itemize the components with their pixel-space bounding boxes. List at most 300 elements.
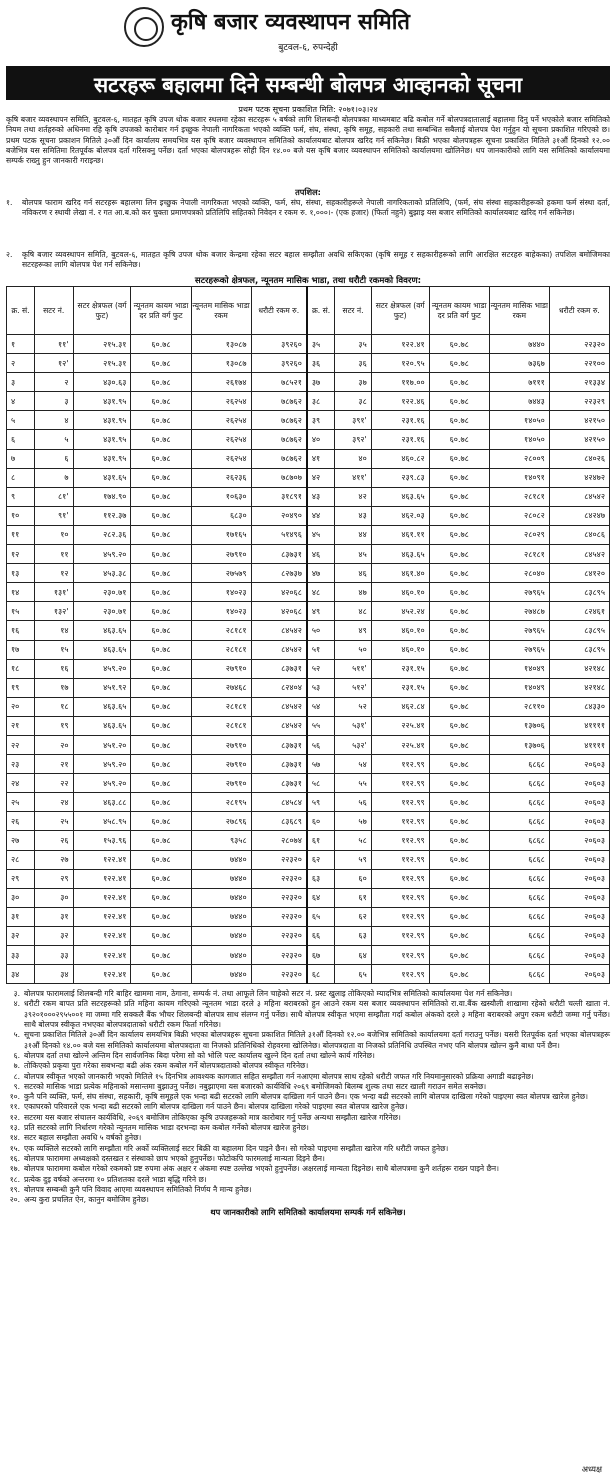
table-cell: ७१११	[489, 373, 549, 392]
table-row	[7, 697, 610, 716]
table-cell: २८१८१	[191, 640, 251, 659]
table-cell: २०६०३	[549, 831, 609, 850]
table-cell: ३६	[335, 354, 371, 373]
table-cell: ४५	[335, 545, 371, 564]
table-cell: ४५२.२४	[371, 602, 429, 621]
table-cell: १६	[34, 659, 73, 678]
table-row	[7, 888, 610, 907]
note-text: बोलपत्र सम्बन्धी कुनै पनि विवाद आएमा व्यवस्थापन समितिको निर्णय नै मान्य हुनेछ।	[24, 1184, 252, 1194]
table-cell: ४२	[307, 468, 335, 487]
table-cell: ११२.९९	[371, 850, 429, 869]
table-cell: ६०.७८	[131, 774, 191, 793]
table-cell: ६५	[335, 965, 371, 984]
table-cell: ६०.७८	[131, 373, 191, 392]
table-cell: २८१८१	[191, 716, 251, 735]
column-header: सटर क्षेत्रफल (वर्ग फुट)	[371, 287, 429, 335]
note-text: प्रति सटरको लागि निर्धारण गरेको न्यूनतम मासिक भाडा दरभन्दा कम कबोल गर्नेको बोलपत्र खारेज हुनेछ।	[24, 1123, 309, 1133]
note-number: १४.	[9, 1133, 20, 1143]
table-cell: २७९६५	[489, 640, 549, 659]
table-cell: ४४	[335, 525, 371, 544]
table-cell: ६०.७८	[131, 755, 191, 774]
table-row	[7, 755, 610, 774]
table-cell: ४५९.२०	[73, 774, 131, 793]
table-cell: १४०५०	[489, 411, 549, 430]
note-number: ९.	[13, 1081, 20, 1091]
table-cell: ६०.७८	[429, 392, 489, 411]
table-cell: ८२४०४	[251, 678, 307, 697]
table-cell: २०४९०	[251, 506, 307, 525]
table-cell: ६८६८	[489, 755, 549, 774]
table-cell: ४६०.१०	[371, 640, 429, 659]
table-cell: ११२.९९	[371, 755, 429, 774]
table-cell: १२२.४१	[73, 907, 131, 926]
table-cell: ६३	[335, 926, 371, 945]
note-item	[6, 1061, 610, 1071]
table-cell: ४३१.९५	[73, 411, 131, 430]
column-header: क्र. सं.	[307, 287, 335, 335]
table-cell: ६०.७८	[131, 965, 191, 984]
table-cell: ४	[34, 411, 73, 430]
shutter-table	[6, 286, 610, 984]
footer-contact: थप जानकारीको लागि समितिको कार्यालयमा सम्पर्क गर्न सकिनेछ।	[210, 1207, 406, 1218]
table-cell: ६०.७८	[131, 525, 191, 544]
table-cell: ७	[7, 449, 35, 468]
column-header: धरौटी रकम रु.	[549, 287, 609, 335]
table-cell: ६०.७८	[429, 812, 489, 831]
table-cell: ३६	[307, 354, 335, 373]
table-cell: ६०.७८	[131, 831, 191, 850]
table-cell: ५३	[307, 678, 335, 697]
table-cell: २८१८१	[191, 697, 251, 716]
table-cell: ६८६८	[489, 926, 549, 945]
table-cell: ४१	[307, 449, 335, 468]
table-cell: २८०४०	[489, 564, 549, 583]
table-cell: ६०.७८	[131, 487, 191, 506]
table-cell: ८३८९५	[549, 640, 609, 659]
column-header: सटर क्षेत्रफल (वर्ग फुट)	[73, 287, 131, 335]
table-cell: २१	[34, 755, 73, 774]
note-text: एकाघरको परिवारले एक भन्दा बढी सटरको लागि बोलपत्र दाखिला गर्न पाउने छैन। बोलपत्र दाखिला गरेको पाइएमा स्वत बोलपत्र खारेज हुनेछ।	[24, 1102, 408, 1112]
table-cell: २०६०३	[549, 926, 609, 945]
table-cell: १०	[34, 525, 73, 544]
note-number: १०.	[9, 1092, 20, 1102]
table-row	[7, 583, 610, 602]
table-cell: ४५९.२०	[73, 755, 131, 774]
table-cell: ३०	[7, 888, 35, 907]
table-cell: २६	[34, 831, 73, 850]
table-cell: ४२१५०	[549, 411, 609, 430]
note-text: सटरको मासिक भाडा प्रत्येक महिनाको मसान्तमा बुझाउनु पर्नेछ। नबुझाएमा यस बजारको कार्यविधि २०६९ बमोजिमको बिलम्ब शुल्क तथा सटर खाली गराउन समेत सक्नेछ।	[24, 1081, 487, 1091]
table-cell: ६०.७८	[131, 946, 191, 965]
table-cell: ६७	[307, 946, 335, 965]
table-cell: ९	[7, 487, 35, 506]
table-cell: १२२.४१	[73, 888, 131, 907]
table-row	[7, 850, 610, 869]
column-header: सटर नं.	[335, 287, 371, 335]
table-cell: १३१'	[34, 583, 73, 602]
table-cell: ६०.७८	[131, 793, 191, 812]
table-cell: २७९१०	[191, 659, 251, 678]
table-cell: ७	[34, 468, 73, 487]
table-cell: ६१	[335, 888, 371, 907]
table-cell: ४२१५०	[549, 430, 609, 449]
table-cell: २०६०३	[549, 907, 609, 926]
table-cell: १४०२३	[191, 602, 251, 621]
note-number: २०.	[9, 1195, 20, 1205]
table-cell: १४०४९	[489, 678, 549, 697]
table-cell: ४६१.११	[371, 525, 429, 544]
table-cell: २८११०	[489, 697, 549, 716]
table-cell: ८४५४२	[251, 716, 307, 735]
table-cell: १३७०६	[489, 716, 549, 735]
table-cell: ६०.७८	[429, 735, 489, 754]
table-cell: ३४	[34, 965, 73, 984]
table-cell: ११२.९९	[371, 888, 429, 907]
column-header: न्यूनतम मासिक भाडा रकम	[191, 287, 251, 335]
table-cell: ६०.७८	[429, 716, 489, 735]
table-title: सटरहरूको क्षेत्रफल, न्यूनतम मासिक भाडा, तथा धरौटी रकमको विवरण:	[194, 276, 422, 286]
table-cell: ४६१.४०	[371, 564, 429, 583]
table-cell: ८१'	[34, 487, 73, 506]
note-text: बोलपत्र दर्ता तथा खोल्ने अन्तिम दिन सार्वजनिक बिदा परेमा सो को भोलि पल्ट कार्यालय खुल्ने दिन दर्ता तथा खोल्ने कार्य गरिनेछ।	[24, 1050, 375, 1060]
table-cell: ३८	[307, 392, 335, 411]
table-cell: ४३	[335, 506, 371, 525]
table-cell: १९	[7, 678, 35, 697]
table-cell: ६०.७८	[429, 468, 489, 487]
table-cell: ५३१'	[335, 716, 371, 735]
table-cell: १	[7, 335, 35, 354]
table-cell: ७८७०७	[251, 468, 307, 487]
table-cell: २७८९६	[191, 812, 251, 831]
table-cell: २२३२०	[251, 850, 307, 869]
table-cell: २७	[34, 850, 73, 869]
table-cell: ४५१.२०	[73, 735, 131, 754]
table-cell: ८३६८९	[251, 812, 307, 831]
table-cell: ५६	[335, 793, 371, 812]
table-cell: २८०८२	[489, 506, 549, 525]
table-cell: २२३२०	[251, 869, 307, 888]
table-cell: ६४	[307, 888, 335, 907]
table-cell: ६	[7, 430, 35, 449]
note-text: सूचना प्रकाशित मितिले ३०औं दिन कार्यालय समयभित्र बिक्री भएका बोलपत्रहरू सूचना प्रकाशित मितिले ३१औं दिनको १२.०० बजेभित्र समितिको कार्यालयमा दर्ता गराउनु पर्नेछ। यसरी रितपूर्वक दर्ता भएका बोलपत्रहरू ३१औं दिनको १४.०० बजे यस समितिको कार्यालयमा बोलपत्रदाता वा निजको प्रतिनिधिको रोहवरमा खोलिनेछ। बोलपत्रदाता वा निजको प्रतिनिधि उपस्थित नभए पनि बोलपत्र खोल्न कुनै बाधा पर्ने छैन।	[24, 1030, 610, 1050]
table-cell: ५११'	[335, 659, 371, 678]
note-number: ३.	[13, 989, 20, 999]
table-cell: १४०९१	[489, 468, 549, 487]
note-number: ८.	[13, 1071, 20, 1081]
table-cell: ३७	[335, 373, 371, 392]
table-cell: ६०.७८	[131, 468, 191, 487]
note-number: १८.	[9, 1174, 20, 1184]
table-cell: ६०.७८	[429, 354, 489, 373]
table-cell: ६०.७८	[131, 564, 191, 583]
table-cell: ६०.७८	[131, 869, 191, 888]
table-cell: ६०.७८	[429, 640, 489, 659]
note-number: ६.	[13, 1050, 20, 1060]
table-cell: ५०	[335, 640, 371, 659]
table-cell: ५७	[307, 755, 335, 774]
table-cell: ११२.९९	[371, 793, 429, 812]
table-cell: ११२.९९	[371, 774, 429, 793]
table-cell: ६०.७८	[131, 354, 191, 373]
table-cell: ६०.७८	[131, 926, 191, 945]
table-row	[7, 564, 610, 583]
table-cell: ४६०.१०	[371, 583, 429, 602]
table-cell: १२२.४६	[371, 392, 429, 411]
table-cell: ४६०.८२	[371, 449, 429, 468]
table-cell: ६८६८	[489, 869, 549, 888]
table-cell: ४२०६८	[251, 583, 307, 602]
table-cell: ८४२४७	[549, 506, 609, 525]
table-cell: ६०.७८	[131, 716, 191, 735]
table-cell: ६०.७८	[429, 888, 489, 907]
table-cell: २	[34, 373, 73, 392]
table-cell: ६०.७८	[429, 965, 489, 984]
table-cell: १२२.४१	[73, 850, 131, 869]
table-cell: ६६	[307, 926, 335, 945]
table-cell: ३१	[7, 907, 35, 926]
table-cell: २२३२०	[251, 965, 307, 984]
table-cell: ४५	[307, 525, 335, 544]
table-cell: ६०.७८	[131, 659, 191, 678]
table-cell: ६८६८	[489, 888, 549, 907]
table-row	[7, 602, 610, 621]
table-row	[7, 831, 610, 850]
table-cell: ५५	[335, 774, 371, 793]
table-cell: १७१६५	[191, 525, 251, 544]
header	[6, 4, 610, 66]
table-cell: ६८६८	[489, 850, 549, 869]
note-item	[6, 1133, 610, 1143]
note-item	[6, 1051, 610, 1061]
table-cell: २२	[34, 774, 73, 793]
table-cell: ६०.७८	[429, 602, 489, 621]
note-item	[6, 1030, 610, 1051]
table-cell: ४५९.२०	[73, 545, 131, 564]
table-cell: ७४४०	[191, 946, 251, 965]
table-cell: २२५.४१	[371, 735, 429, 754]
table-cell: ६०	[335, 869, 371, 888]
table-cell: ४५३.३८	[73, 564, 131, 583]
table-cell: ६०.७८	[429, 373, 489, 392]
table-cell: ६०.७८	[429, 907, 489, 926]
note-number: ४.	[13, 999, 20, 1009]
table-row	[7, 869, 610, 888]
table-cell: ३३	[7, 946, 35, 965]
table-cell: ३९१'	[335, 411, 371, 430]
table-cell: ६०.७८	[131, 888, 191, 907]
note-item	[6, 1185, 610, 1195]
table-cell: ४६२.०३	[371, 506, 429, 525]
table-cell: ५९	[307, 793, 335, 812]
table-cell: ८४१२०	[549, 564, 609, 583]
table-cell: ६०.७८	[131, 697, 191, 716]
table-cell: २३०.७१	[73, 602, 131, 621]
note-item	[6, 1082, 610, 1092]
table-cell: ६१	[307, 831, 335, 850]
notice-banner: सटरहरू बहालमा दिने सम्बन्धी बोलपत्र आव्हानको सूचना	[6, 66, 610, 100]
note-text: बोलपत्र फाराममा अध्यक्षको दस्तखत र संस्थाको छाप भएको हुनुपर्नेछ। फोटोकपि फारमलाई मान्यता दिइने छैन।	[24, 1153, 325, 1163]
table-row	[7, 506, 610, 525]
table-row	[7, 965, 610, 984]
table-cell: २६२५४	[191, 392, 251, 411]
table-cell: ८३७३१	[251, 545, 307, 564]
table-cell: १२२.४१	[371, 335, 429, 354]
table-cell: १०	[7, 506, 35, 525]
table-row	[7, 812, 610, 831]
table-cell: ४०	[335, 449, 371, 468]
table-cell: ६०.७८	[131, 392, 191, 411]
table-cell: ११२.९९	[371, 946, 429, 965]
table-cell: २२१००	[549, 354, 609, 373]
table-cell: ४२०६८	[251, 602, 307, 621]
table-row	[7, 354, 610, 373]
table-cell: २२५.४१	[371, 716, 429, 735]
table-cell: ४३१.९५	[73, 449, 131, 468]
note-text: धरौटी रकम बापत प्रति सटरहरूको प्रति महिना कायम गरिएको न्यूनतम भाडा दरले ३ महिना बराबरको हुन आउने रकम यस बजार व्यवस्थापन समितिको रा.वा.बैंक खस्यौली शाखामा रहेको धरौटी चल्ती खाता नं. ३९२०१०००२९५५००१ मा जम्मा गरि सक्कलै बैंक भौचर शिलबन्दी बोलपत्र साथ संलग्न गर्नु पर्नेछ। साथै बोलपत्र स्वीकृत भएमा सम्झौता गर्दा कबोल अंकको दरले ३ महिना बराबरको अपुग रकम धरौटी जम्मा गर्नु पर्नेछ। साथै बोलपत्र स्वीकृत नभएका बोलपत्रदाताको धरौटी रकम फिर्ता गरिनेछ।	[24, 999, 610, 1030]
table-cell: ८४५४२	[251, 697, 307, 716]
table-cell: ८४५४२	[549, 545, 609, 564]
table-cell: २०६०३	[549, 850, 609, 869]
notes-list	[6, 989, 610, 1205]
table-cell: १२२.४१	[73, 946, 131, 965]
table-cell: ६०.७८	[429, 831, 489, 850]
table-cell: १२	[7, 545, 35, 564]
note-number: ११.	[9, 1102, 20, 1112]
table-cell: ३५	[307, 335, 335, 354]
table-cell: ६०.७८	[131, 735, 191, 754]
table-cell: ८३७३१	[251, 735, 307, 754]
table-cell: ६०.७८	[429, 621, 489, 640]
note-item	[6, 1144, 610, 1154]
table-cell: ३१	[34, 907, 73, 926]
table-cell: २६२३६	[191, 468, 251, 487]
condition-number: १.	[6, 198, 13, 207]
table-cell: १३	[7, 564, 35, 583]
table-cell: ६०.७८	[429, 564, 489, 583]
table-cell: ८४५४२	[251, 621, 307, 640]
table-cell: ६०.७८	[429, 697, 489, 716]
table-cell: ११२.९९	[371, 831, 429, 850]
note-item	[6, 999, 610, 1030]
condition-number: २.	[6, 250, 13, 259]
table-cell: ६०.७८	[429, 525, 489, 544]
table-cell: ५४	[307, 697, 335, 716]
table-cell: ८३७३१	[251, 755, 307, 774]
table-cell: ७४४०	[191, 926, 251, 945]
table-cell: ६०.७८	[131, 449, 191, 468]
table-cell: ६०.७८	[429, 583, 489, 602]
table-cell: ४७	[307, 564, 335, 583]
table-cell: ५३२'	[335, 735, 371, 754]
table-cell: ३३	[34, 946, 73, 965]
table-cell: १२२.४१	[73, 926, 131, 945]
table-cell: २६	[7, 812, 35, 831]
table-cell: ६०.७८	[429, 946, 489, 965]
table-cell: ६०.७८	[429, 850, 489, 869]
table-cell: २०६०३	[549, 965, 609, 984]
table-cell: ५८	[335, 831, 371, 850]
note-text: प्रत्येक दुइ वर्षको अन्तरमा १० प्रतिशतका दरले भाडा बृद्धि गरिने छ।	[24, 1174, 207, 1184]
table-cell: २३०.७१	[73, 583, 131, 602]
table-cell: १४०५०	[489, 430, 549, 449]
table-cell: २७९६५	[489, 583, 549, 602]
table-cell: ५	[34, 430, 73, 449]
table-cell: ७४४०	[191, 888, 251, 907]
note-item	[6, 1123, 610, 1133]
table-cell: ५७	[335, 812, 371, 831]
table-cell: ५२	[335, 697, 371, 716]
organization-address: बुटवल-६, रुपन्देही	[278, 43, 338, 53]
table-cell: २७९१०	[191, 735, 251, 754]
note-item	[6, 1164, 610, 1174]
table-cell: ६८६८	[489, 774, 549, 793]
table-cell: ५१४९६	[251, 525, 307, 544]
table-cell: ११२.९९	[371, 907, 429, 926]
table-cell: २२३२९	[549, 392, 609, 411]
table-cell: ६	[34, 449, 73, 468]
table-cell: ८३८९५	[549, 583, 609, 602]
table-cell: २७५७९	[191, 564, 251, 583]
table-cell: २८१८१	[489, 487, 549, 506]
table-cell: २३१.१६	[371, 411, 429, 430]
table-cell: ३८	[335, 392, 371, 411]
table-cell: ४४	[307, 506, 335, 525]
table-cell: ६०.७८	[429, 869, 489, 888]
note-item	[6, 989, 610, 999]
table-cell: ११'	[34, 335, 73, 354]
table-row	[7, 335, 610, 354]
table-cell: २०६०३	[549, 869, 609, 888]
note-item	[6, 1175, 610, 1185]
table-cell: ८४५८४	[251, 793, 307, 812]
table-cell: २०६०३	[549, 755, 609, 774]
table-cell: ४६३.८८	[73, 793, 131, 812]
table-cell: ५२	[307, 659, 335, 678]
table-cell: ४९	[335, 621, 371, 640]
table-cell: ४३	[307, 487, 335, 506]
table-cell: २२३२०	[251, 946, 307, 965]
table-cell: ५९	[335, 850, 371, 869]
first-publication-date: प्रथम पटक सूचना प्रकाशित मिति: २०७१।०३।२४	[238, 105, 378, 114]
table-cell: २८०७४	[251, 831, 307, 850]
table-cell: ३२	[34, 926, 73, 945]
table-cell: ६०.७८	[429, 430, 489, 449]
table-cell: ६०.७८	[429, 678, 489, 697]
column-header: न्यूनतम कायम भाडा दर प्रति वर्ग फुट	[429, 287, 489, 335]
table-cell: ११२.९९	[371, 926, 429, 945]
table-cell: ११२.९९	[371, 869, 429, 888]
signature-title: अध्यक्ष	[581, 1464, 602, 1474]
table-row	[7, 659, 610, 678]
table-cell: २८००९	[489, 449, 549, 468]
table-cell: २३९.८३	[371, 468, 429, 487]
table-row	[7, 392, 610, 411]
table-cell: ६०.७८	[429, 659, 489, 678]
table-cell: १३०८७	[191, 354, 251, 373]
note-text: बोलपत्र फारामलाई शिलबन्दी गरि बाहिर खाममा नाम, ठेगाना, सम्पर्क नं. तथा आफूले लिन चाहेको सटर नं. प्रस्ट खुलाइ तोकिएको म्यादभित्र समितिको कार्यालयमा पेश गर्न सकिनेछ।	[24, 989, 513, 999]
table-cell: ७८७६२	[251, 392, 307, 411]
table-cell: ८४५४२	[549, 487, 609, 506]
column-header: न्यूनतम मासिक भाडा रकम	[489, 287, 549, 335]
table-cell: ७८५२१	[251, 373, 307, 392]
table-cell: २८१९५	[191, 793, 251, 812]
table-cell: १४०४९	[489, 659, 549, 678]
note-number: ७.	[13, 1061, 20, 1071]
table-cell: ४५८.९५	[73, 812, 131, 831]
table-cell: ५५	[307, 716, 335, 735]
table-cell: ४	[7, 392, 35, 411]
table-cell: २७	[7, 831, 35, 850]
